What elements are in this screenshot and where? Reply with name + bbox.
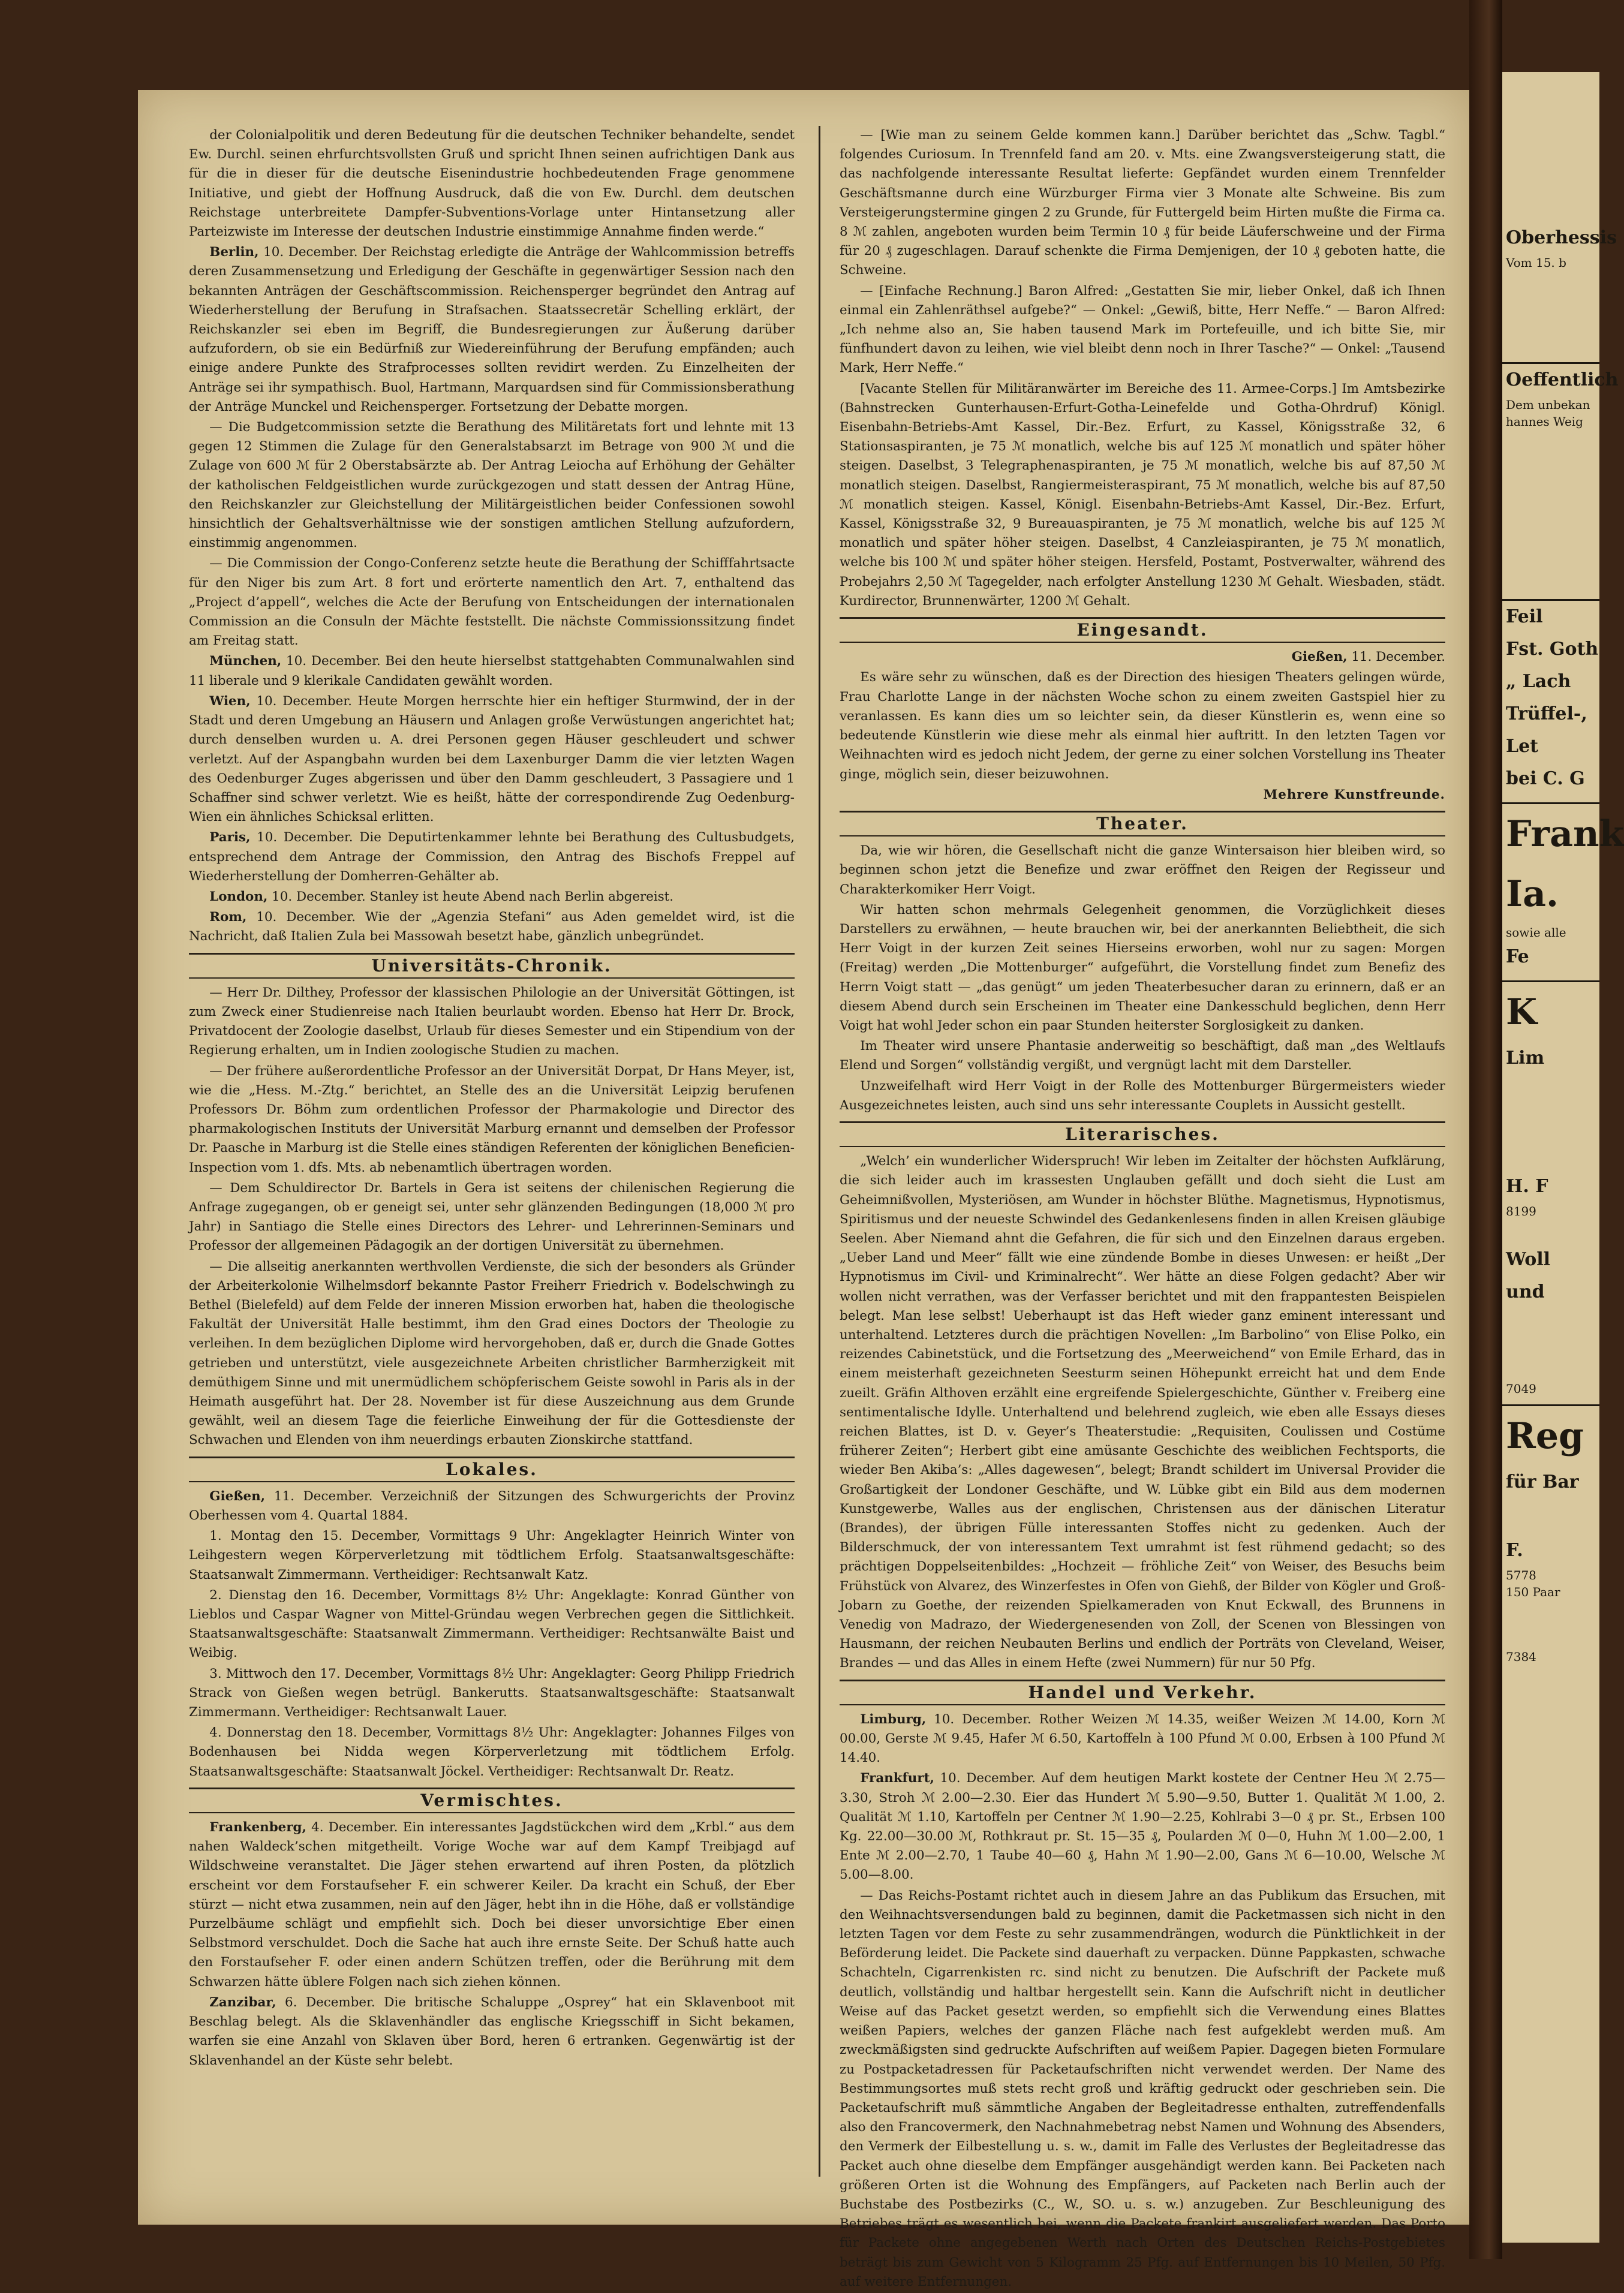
paris-text: 10. December. Die Deputirtenkammer lehnte bei Berathung des Cultusbudgets, entsprechend dem Antrage der Commission, den Antrag des Bischofs Freppel auf Wiederherstellung der Domherren-Gehälter ab. bbox=[189, 830, 795, 884]
budget-report: — Die Budgetcommission setzte die Berathung des Militäretats fort und lehnte mit 13 gegen 12 Stimmen die Zulage für den Generalstabsarzt im Betrage von 900 ℳ und die Zulage von 600 ℳ für 2 Oberstabsärzte ab. Der Antrag Leiocha auf Erhöhung der Gehälter der katholischen Feldgeistlichen wurde zurückgezogen und statt dessen der Antrag Hüne, den Reichskanzler zur Gleichstellung der Militärgeistlichen beider Confessionen sowohl hinsichtlich der Gehaltsverhältnisse wie der sonstigen amtlichen Stellung aufzufordern, einstimmig angenommen. bbox=[189, 420, 795, 551]
fragment-text: 7384 bbox=[1506, 1650, 1536, 1664]
fragment-text: und bbox=[1506, 1281, 1545, 1302]
section-heading-lokales: Lokales. bbox=[189, 1457, 795, 1482]
handel-item: — Das Reichs-Postamt richtet auch in diesem Jahre an das Publikum das Ersuchen, mit den Weihnachtsversendungen bald zu beginnen, damit die Packetmassen sich nicht in den letzten Tagen vor dem Feste zu sehr zusammendrängen, wodurch die Pünktlichkeit in der Beförderung leidet. Die Packete sind dauerhaft zu verpacken. Dünne Pappkasten, schwache Schachteln, Cigarrenkisten rc. sind nicht zu benutzen. Die Aufschrift der Packete muß deutlich, vollständig und haltbar hergestellt sein. Kann die Aufschrift nicht in deutlicher Weise auf das Packet gesetzt werden, so empfiehlt sich die Verwendung eines Blattes weißen Papiers, welches der ganzen Fläche nach fest aufgeklebt werden muß. Am zweckmäßigsten sind gedruckte Aufschriften auf weißem Papier. Dagegen bieten Formulare zu Postpacketadressen für Packetaufschriften nicht verwendet werden. Der Name des Bestimmungsortes muß stets recht groß und kräftig gedruckt oder geschrieben sein. Die Packetaufschrift muß sämmtliche Angaben der Begleitadresse enthalten, zutreffendenfalls also den Francovermerk, den Nachnahmebetrag nebst Namen und Wohnung des Absenders, den Vermerk der Eilbestellung u. s. w., damit im Falle des Verlustes der Begleitadresse das Packet auch ohne dieselbe dem Empfänger ausgehändigt werden kann. Bei Packeten nach größeren Orten ist die Wohnung des Empfängers, auf Packeten nach Berlin auch der Buchstabe des Postbezirks (C., W., SO. u. s. w.) anzugeben. Zur Beschleunigung des Betriebes trägt es wesentlich bei, wenn die Packete frankirt ausgeliefert werden. Das Porto für Packete ohne angegebenen Werth nach Orten des Deutschen Reichs-Postgebietes beträgt bis zum Gewicht von 5 Kilogramm 25 Pfg. auf Entfernungen bis 10 Meilen, 50 Pfg. auf weitere Entfernungen. bbox=[840, 1888, 1445, 2289]
book-gutter bbox=[1469, 0, 1502, 2259]
section-heading-literarisches: Literarisches. bbox=[840, 1121, 1445, 1147]
section-heading-theater: Theater. bbox=[840, 811, 1445, 836]
fragment-text: F. bbox=[1506, 1540, 1523, 1561]
fragment-text: sowie alle bbox=[1506, 925, 1566, 940]
newspaper-page bbox=[138, 90, 1469, 2289]
lokal-intro-text: 11. December. Verzeichniß der Sitzungen des Schwurgerichts der Provinz Oberhessen vom 4. Quartal 1884. bbox=[189, 1488, 795, 1524]
uni-item: — Herr Dr. Dilthey, Professor der klassischen Philologie an der Universität Göttingen, ist zum Zweck einer Studienreise nach Italien beurlaubt worden. Ebenso hat Herr Dr. Brock, Privatdocent der Zoologie daselbst, Urlaub für dieses Semester und ein Stipendium von der Regierung erhalten, um in Indien zoologische Studien zu machen. bbox=[189, 985, 795, 1058]
dateline-berlin: Berlin, bbox=[209, 245, 259, 260]
fragment-text: „ Lach bbox=[1506, 671, 1571, 692]
fragment-text: Dem unbekan bbox=[1506, 398, 1590, 412]
fragment-text: Fst. Goth bbox=[1506, 639, 1599, 660]
eingesandt-dateline bbox=[840, 648, 1445, 667]
left-column bbox=[189, 126, 795, 2072]
adjacent-page-edge bbox=[1502, 72, 1624, 2243]
wien-text: 10. December. Heute Morgen herrschte hier ein heftiger Sturmwind, der in der Stadt und deren Umgebung an Häusern und Anlagen große Verwüstungen angerichtet hat; durch denselben wurden u. A. drei Personen gegen Häuser geschleudert und schwer verletzt. Auf der Aspangbahn wurden bei dem Laxenburger Damm die vier letzten Wagen des Oedenburger Zuges abgerissen und über den Damm geschleudert, 3 Passagiere und 1 Schaffner sind schwer verletzt. Wie es heißt, hätte der correspondirende Zug Oedenburg-Wien ein ähnliches Schicksal erlitten. bbox=[189, 693, 795, 825]
section-heading-eingesandt: Eingesandt. bbox=[840, 617, 1445, 643]
theater-paragraph: Im Theater wird unsere Phantasie anderweitig so beschäftigt, daß man „des Weltlaufs Elend und Sorgen“ vollständig vergißt, und vergnügt lacht mit dem Darsteller. bbox=[840, 1039, 1445, 1073]
theater-paragraph: Unzweifelhaft wird Herr Voigt in der Rolle des Mottenburger Bürgermeisters wieder Ausgezeichnetes leisten, auch sind uns sehr interessante Couplets in Aussicht gestellt. bbox=[840, 1078, 1445, 1113]
fragment-text: Ia. bbox=[1506, 873, 1559, 915]
dateline-muenchen: München, bbox=[209, 654, 282, 669]
fragment-text: Fe bbox=[1506, 946, 1529, 967]
column-divider bbox=[819, 126, 820, 2177]
theater-paragraph: Da, wie wir hören, die Gesellschaft nicht die ganze Wintersaison hier bleiben wird, so beginnen schon jetzt die Benefize und zwar eröffnet den Reigen der Regisseur und Charakterkomiker Herr Voigt. bbox=[840, 843, 1445, 897]
dateline-giessen: Gießen, bbox=[209, 1488, 266, 1504]
dateline-wien: Wien, bbox=[209, 693, 251, 709]
fragment-text: Woll bbox=[1506, 1249, 1551, 1270]
dateline-rom: Rom, bbox=[209, 910, 247, 925]
misc-item: — [Einfache Rechnung.] Baron Alfred: „Gestatten Sie mir, lieber Onkel, daß ich Ihnen einmal ein Zahlenräthsel aufgebe?“ — Onkel: „Gewiß, bitte, Herr Neffe.“ — Baron Alfred: „Ich nehme also an, Sie haben tausend Mark im Portefeuille, und ich bitte Sie, mir fünfhundert davon zu leihen, wie viel bleibt denn noch in Ihrer Tasche?“ — Onkel: „Tausend Mark, Herr Neffe.“ bbox=[840, 283, 1445, 376]
handel-text: 10. December. Auf dem heutigen Markt kostete der Centner Heu ℳ 2.75—3.30, Stroh ℳ 2.00—2.30. Eier das Hundert ℳ 5.90—9.50, Butter 1. Qualität ℳ 1.00, 2. Qualität ℳ 1.10, Kartoffeln per Centner ℳ 1.90—2.25, Kohlrabi 3—0 ₰ pr. St., Erbsen 100 Kg. 22.00—30.00 ℳ, Rothkraut pr. St. 15—35 ₰, Poularden ℳ 0—0, Huhn ℳ 1.00—2.00, 1 Ente ℳ 2.00—2.70, 1 Taube 40—60 ₰, Hahn ℳ 1.90—2.00, Gans ℳ 6—10.00, Welsche ℳ 5.00—8.00. bbox=[840, 1771, 1445, 1883]
literarisches-text: „Welch’ ein wunderlicher Widerspruch! Wir leben im Zeitalter der höchsten Aufklärung, die sich leider auch im krassesten Unglauben gefällt und doch sieht die Lust am Geheimnißvollen, Mysteriösen, am Wunder in höchster Blüthe. Magnetismus, Hypnotismus, Spiritismus und der neueste Schwindel des Gedankenlesens finden in allen Kreisen gläubige Seelen. Aber Niemand ahnt die Gefahren, die für sich und den Einzelnen daraus ergeben. „Ueber Land und Meer“ fällt wie eine zündende Bombe in dieses Unwesen: er heißt „Der Hypnotismus im Civil- und Kriminalrecht“. Wer hätte an diese Folgen gedacht? Aber wir wollen nicht verrathen, was der Verfasser berichtet und mit den frappantesten Beispielen belegt. Man lese selbst! Ueberhaupt ist das Heft wieder ganz eminent interessant und unterhaltend. Letzteres durch die prächtigen Novellen: „Im Barbolino“ von Elise Polko, ein reizendes Cabinetstück, und die Fortsetzung des „Meerweichend“ von Emile Erhard, das in einem meisterhaft gezeichneten Seesturm seinen Höhepunkt erreicht hat und dem Ende zueilt. Gräfin Althoven erzählt eine ergreifende Spielergeschichte, Günther v. Freiberg eine sentimentalische Idylle. Unterhaltend und belehrend zugleich, wie eben alle Essays dieses reichen Blattes, ist D. v. Geyer’s Theaterstudie: „Requisiten, Coulissen und Costüme früherer Zeiten“; Herbert gibt eine amüsante Geschichte des weiblichen Fechtsports, die wieder Ben Akiba’s: „Alles dagewesen“, belegt; Brandt schildert im Universal Provider die Großartigkeit der Londoner Geschäfte, und W. Lübke gibt ein Bild aus dem modernen Kunstgewerbe, Walles aus der englischen, Christensen aus der dänischen Literatur (Brandes), der übrigen Fülle interessanten Stoffes nicht zu gedenken. Auch der Bilderschmuck, der von interessantem Text umrahmt ist fest rühmend gedacht; so des prächtigen Doppelseitenbildes: „Hochzeit — fröhliche Zeit“ von Weiser, des Besuchs beim Frühstück von Alvarez, des Winzerfestes in Ofen von Giehß, der Bilder von Kögler und Groß-Jobarn zu Goethe, der reizenden Spielkameraden von Knut Eckwall, des Brunnens in Venedig von Madrazo, der Wiedergenesenden von Zoll, der Scenen von Blessingen von Hausmann, der reichen Neubauten Berlins und endlich der Porträts von Cleveland, Weiser, Brandes — und das Alles in einem Hefte (zwei Nummern) für nur 50 Pfg. bbox=[840, 1154, 1445, 1671]
fragment-text: 7049 bbox=[1506, 1382, 1536, 1396]
fragment-text: Trüffel-, bbox=[1506, 703, 1587, 724]
dateline-frankfurt: Frankfurt, bbox=[860, 1771, 934, 1786]
fragment-text: für Bar bbox=[1506, 1472, 1579, 1492]
right-column bbox=[840, 126, 1445, 2293]
handel-item bbox=[840, 1710, 1445, 1768]
dateline-limburg: Limburg, bbox=[860, 1711, 927, 1727]
handel-item bbox=[840, 1769, 1445, 1885]
berlin-text: 10. December. Der Reichstag erledigte die Anträge der Wahlcommission betreffs deren Zusammensetzung und Erledigung der Geschäfte in gegenwärtiger Session nach den bekannten Anträgen der Geschäftscommission. Reichensperger begründet den Antrag auf Wiederherstellung der Berufung in Strafsachen. Staatssecretär Schelling erklärt, der Reichskanzler sei eben im Begriff, die Bundesregierungen zur Äußerung darüber aufzufordern, ob sie ein Bedürfniß zur Wiedereinführung der Berufung empfänden; auch einige andere Punkte des Strafprocesses sollten revidirt werden. Zu Einzelheiten der Anträge sei ihr sympathisch. Buol, Hartmann, Marquardsen sind für Commissionsberathung der Anträge Munckel und Reichensperger. Fortsetzung der Debatte morgen. bbox=[189, 245, 795, 414]
fragment-text: Frank bbox=[1502, 802, 1599, 864]
muenchen-report bbox=[189, 652, 795, 690]
fragment-text: Reg bbox=[1502, 1404, 1599, 1466]
dateline-paris: Paris, bbox=[209, 830, 251, 845]
fragment-text: Oeffentlich bbox=[1502, 362, 1599, 396]
fragment-text: 150 Paar bbox=[1506, 1585, 1560, 1599]
dateline-london: London, bbox=[209, 889, 268, 904]
verm-text: 4. December. Ein interessantes Jagdstückchen wird dem „Krbl.“ aus dem nahen Waldeck’schen mitgetheilt. Vorige Woche war auf dem Kampf Treibjagd auf Wildschweine veranstaltet. Die Jäger stehen erwartend auf ihren Posten, da plötzlich erscheint vor dem Forstaufseher F. ein schwerer Keiler. Da kracht ein Schuß, der Eber stürzt — nicht etwa zusammen, nein auf den Jäger, hebt ihn in die Höhe, daß er vollständige Purzelbäume schlägt und empfiehlt sich. Doch bei dieser unvorsichtige Eber einen Selbstmord verschuldet. Doch die Sache hat auch ihre ernste Seite. Der Schuß hatte auch den Forstaufseher F. oder einen andern Schützen treffen, oder die Berührung mit dem Schwarzen hätte üblere Folgen nach sich ziehen können. bbox=[189, 1820, 795, 1990]
fragment-text: Feil bbox=[1502, 599, 1599, 633]
fragment-text: Oberhessis bbox=[1506, 227, 1617, 248]
theater-paragraph: Wir hatten schon mehrmals Gelegenheit genommen, die Vorzüglichkeit dieses Darstellers zu erwähnen, — heute brauchen wir, bei der anerkannten Beliebtheit, die sich Herr Voigt in der kurzen Zeit seines Hierseins erworben, wohl nur zu sagen: Morgen (Freitag) werden „Die Mottenburger“ aufgeführt, die Vorstellung findet zum Benefiz des Herrn Voigt statt — „das genügt“ um jeden Theaterbesucher daran zu erinnern, daß er an diesem Abend durch sein Erscheinen im Theater eine Dankesschuld beglichen, denn Herr Voigt hat wohl Jeder schon ein paar Stunden heiterster Sorglosigkeit zu danken. bbox=[840, 902, 1445, 1033]
berlin-report bbox=[189, 243, 795, 417]
eingesandt-date: 11. December. bbox=[1351, 649, 1445, 665]
section-heading-universitaets-chronik: Universitäts-Chronik. bbox=[189, 953, 795, 979]
fragment-text: 8199 bbox=[1506, 1204, 1536, 1218]
eingesandt-signature: Mehrere Kunstfreunde. bbox=[1263, 787, 1445, 802]
fragment-text: Lim bbox=[1506, 1048, 1545, 1069]
rom-text: 10. December. Wie der „Agenzia Stefani“ aus Aden gemeldet wird, ist die Nachricht, daß Italien Zula bei Massowah besetzt habe, gänzlich unbegründet. bbox=[189, 910, 795, 944]
fragment-text: hannes Weig bbox=[1506, 414, 1583, 429]
lokal-item: 4. Donnerstag den 18. December, Vormittags 8½ Uhr: Angeklagter: Johannes Filges von Bodenhausen bei Nidda wegen Körperverletzung mit tödtlichem Erfolg. Staatsanwaltsgeschäfte: Staatsanwalt Jöckel. Vertheidiger: Rechtsanwalt Dr. Reatz. bbox=[189, 1725, 795, 1779]
fragment-text: K bbox=[1502, 980, 1599, 1042]
lokal-intro bbox=[189, 1487, 795, 1525]
fragment-text: Let bbox=[1506, 736, 1539, 757]
fragment-text: H. F bbox=[1506, 1176, 1548, 1197]
verm-item bbox=[189, 1818, 795, 1992]
wien-report bbox=[189, 692, 795, 827]
lokal-item: 2. Dienstag den 16. December, Vormittags 8½ Uhr: Angeklagte: Konrad Günther von Lieblos und Caspar Wagner von Mittel-Gründau wegen Verbrechen gegen die Sittlichkeit. Staatsanwaltsgeschäfte: Staatsanwalt Zimmermann. Vertheidiger: Rechtsanwälte Baist und Weibig. bbox=[189, 1587, 795, 1661]
intro-paragraph: der Colonialpolitik und deren Bedeutung für die deutschen Techniker behandelte, sendet Ew. Durchl. seinen ehrfurchtsvollsten Gruß und spricht Ihnen seinen aufrichtigen Dank aus für die in dieser für die deutsche Eisenindustrie hochbedeutenden Frage genommene Initiative, und giebt der Hoffnung Ausdruck, daß die von Ew. Durchl. dem deutschen Reichstage unterbreitete Dampfer-Subventions-Vorlage unter Hintansetzung aller Parteizwiste im Interesse der deutschen Industrie einstimmige Annahme finden werde.“ bbox=[189, 128, 795, 240]
misc-item: [Vacante Stellen für Militäranwärter im Bereiche des 11. Armee-Corps.] Im Amtsbezirke (Bahnstrecken Gunterhausen-Erfurt-Gotha-Leinefelde und Gotha-Ohrdruf) Königl. Eisenbahn-Betriebs-Amt Kassel, Dir.-Bez. Erfurt, zu Kassel, Königsstraße 32, 6 Stationsaspiranten, je 75 ℳ monatlich, welche bis auf 125 ℳ monatlich und später höher steigen. Daselbst, 3 Telegraphenaspiranten, je 75 ℳ monatlich, welche bis auf 87,50 ℳ monatlich steigen. Daselbst, Rangiermeisteraspirant, 75 ℳ monatlich, welche bis auf 87,50 ℳ monatlich steigen. Kassel, Königl. Eisenbahn-Betriebs-Amt Kassel, Dir.-Bez. Erfurt, Kassel, Königsstraße 32, 9 Bureauaspiranten, je 75 ℳ monatlich, welche bis auf 125 ℳ monatlich und später höher steigen. Daselbst, 4 Canzleiaspiranten, je 75 ℳ monatlich, welche bis 100 ℳ und später höher steigen. Hersfeld, Postamt, Postverwalter, während des Probejahrs 2,50 ℳ Tagegelder, nach erfolgter Anstellung 1230 ℳ Gehalt. Wiesbaden, städt. Kurdirector, Brunnenwärter, 1200 ℳ Gehalt. bbox=[840, 381, 1445, 609]
uni-item: — Der frühere außerordentliche Professor an der Universität Dorpat, Dr Hans Meyer, ist, wie die „Hess. M.-Ztg.“ berichtet, an Stelle des an die Universität Leipzig berufenen Professors Dr. Böhm zum ordentlichen Professor der Pharmakologie und Director des pharmakologischen Instituts der Universität Marburg ernannt und demselben der Professor Dr. Paasche in Marburg ist die Stelle eines ständigen Referenten der königlichen Beneficien-Inspection vom 1. dfs. Mts. ab nebenamtlich übertragen worden. bbox=[189, 1063, 795, 1175]
verm-item bbox=[189, 1993, 795, 2071]
eingesandt-text: Es wäre sehr zu wünschen, daß es der Direction des hiesigen Theaters gelingen würde, Frau Charlotte Lange in der nächsten Woche schon zu einem zweiten Gastspiel hier zu veranlassen. Es kann dies um so leichter sein, da dieser Künstlerin es, wenn eine so bedeutende Künstlerin wie diese mehr als einmal hier auftritt. In den letzten Tagen vor Weihnachten wird es jedoch nicht Jedem, der gerne zu einer solchen Vorstellung ins Theater ginge, möglich sein, dieser beizuwohnen. bbox=[840, 670, 1445, 782]
lokal-item: 3. Mittwoch den 17. December, Vormittags 8½ Uhr: Angeklagter: Georg Philipp Friedrich Strack von Gießen wegen betrügl. Bankerutts. Staatsanwaltsgeschäfte: Staatsanwalt Zimmermann. Vertheidiger: Rechtsanwalt Lauer. bbox=[189, 1666, 795, 1720]
verm-text: 6. December. Die britische Schaluppe „Osprey“ hat ein Sklavenboot mit Beschlag belegt. Als die Sklavenhändler das englische Kriegsschiff in Sicht bekamen, warfen sie eine Anzahl von Sklaven über Bord, heren 6 ertranken. Gegenwärtig ist der Sklavenhandel an der Küste sehr belebt. bbox=[189, 1994, 795, 2068]
congo-report: — Die Commission der Congo-Conferenz setzte heute die Berathung der Schifffahrtsacte für den Niger bis zum Art. 8 fort und erörterte namentlich den Art. 7, enthaltend das „Project d’appell“, welches die Acte der Berufung von Entscheidungen der internationalen Commission an die Consuln der Mächte feststellt. Die nächste Commissionssitzung findet am Freitag statt. bbox=[189, 556, 795, 649]
dateline-frankenberg: Frankenberg, bbox=[209, 1820, 306, 1835]
paris-report bbox=[189, 828, 795, 886]
misc-item: — [Wie man zu seinem Gelde kommen kann.] Darüber berichtet das „Schw. Tagbl.“ folgendes Curiosum. In Trennfeld fand am 20. v. Mts. eine Zwangsversteigerung statt, die das nachfolgende interessante Resultat lieferte: Gepfändet wurden einem Trennfelder Geschäftsmanne durch eine Würzburger Firma vier 3 Monate alte Schweine. Bis zum Versteigerungstermine gingen 2 zu Grunde, für Futtergeld beim Hirten mußte die Firma ca. 8 ℳ zahlen, angeboten wurden beim Termin 10 ₰ für beide Läuferschweine und der Firma für 20 ₰ zugeschlagen. Darauf schenkte die Firma Demjenigen, der 10 ₰ geboten hatte, die Schweine. bbox=[840, 128, 1445, 278]
london-report bbox=[189, 887, 795, 907]
dateline-zanzibar: Zanzibar, bbox=[209, 1994, 276, 2010]
section-heading-vermischtes: Vermischtes. bbox=[189, 1788, 795, 1813]
lokal-item: 1. Montag den 15. December, Vormittags 9 Uhr: Angeklagter Heinrich Winter von Leihgestern wegen Körperverletzung mit tödtlichem Erfolg. Staatsanwaltsgeschäfte: Staatsanwalt Zimmermann. Vertheidiger: Rechtsanwalt Katz. bbox=[189, 1528, 795, 1582]
london-text: 10. December. Stanley ist heute Abend nach Berlin abgereist. bbox=[272, 889, 674, 904]
fragment-text: 5778 bbox=[1506, 1568, 1536, 1582]
uni-item: — Dem Schuldirector Dr. Bartels in Gera ist seitens der chilenischen Regierung die Anfrage zugegangen, ob er geneigt sei, unter sehr glänzenden Bedingungen (18,000 ℳ pro Jahr) in Santiago die Stelle eines Directors des Lehrer- und Lehrerinnen-Seminars und Professor der allgemeinen Pädagogik an der dortigen Universität zu übernehmen. bbox=[189, 1180, 795, 1254]
uni-item: — Die allseitig anerkannten werthvollen Verdienste, die sich der besonders als Gründer der Arbeiterkolonie Wilhelmsdorf bekannte Pastor Freiherr Friedrich v. Bodelschwingh zu Bethel (Bielefeld) auf dem Felde der inneren Mission erworben hat, haben die theologische Fakultät der Universität Halle bestimmt, ihm den Grad eines Doctors der Theologie zu verleihen. In dem bezüglichen Diplome wird hervorgehoben, daß er, durch die Gnade Gottes getrieben und unterstützt, viele ausgezeichnete Arbeiten christlicher Barmherzigkeit mit demüthigem Sinne und mit unermüdlichem schöpferischem Geiste sowohl in Paris als in der Heimath ausgeführt hat. Der 28. November ist für diese Auszeichnung aus dem Grunde gewählt, weil an diesem Tage die feierliche Einweihung der für die Gottesdienste der Schwachen und Elenden von ihm neuerdings erbauten Zionskirche stattfand. bbox=[189, 1259, 795, 1448]
handel-text: 10. December. Rother Weizen ℳ 14.35, weißer Weizen ℳ 14.00, Korn ℳ 00.00, Gerste ℳ 9.45, Hafer ℳ 6.50, Kartoffeln à 100 Pfund ℳ 0.00, Erbsen à 100 Pfund ℳ 14.40. bbox=[840, 1711, 1445, 1766]
dateline-giessen: Gießen, bbox=[1291, 649, 1348, 665]
fragment-text: bei C. G bbox=[1506, 768, 1585, 789]
rom-report bbox=[189, 908, 795, 946]
muenchen-text: 10. December. Bei den heute hierselbst stattgehabten Communalwahlen sind 11 liberale und 9 klerikale Candidaten gewählt worden. bbox=[189, 654, 795, 688]
section-heading-handel-und-verkehr: Handel und Verkehr. bbox=[840, 1680, 1445, 1705]
fragment-text: Vom 15. b bbox=[1506, 255, 1566, 270]
